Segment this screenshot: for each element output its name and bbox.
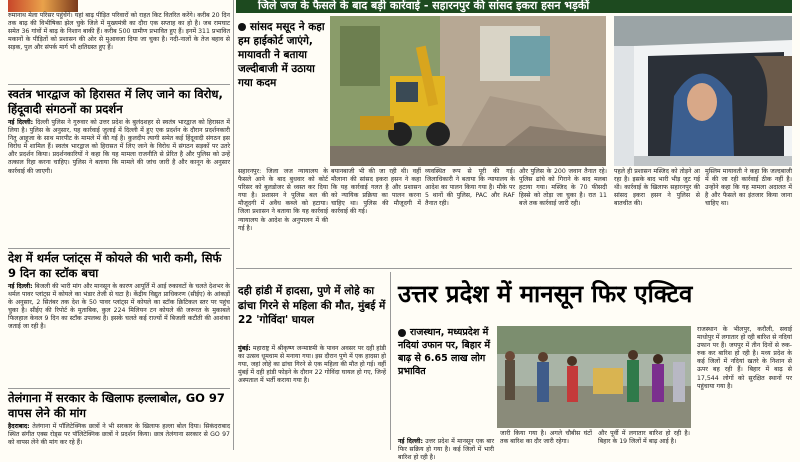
top-story-headline [238, 20, 328, 160]
story1-body [8, 119, 230, 247]
intro-photo [8, 0, 78, 12]
monsoon-body [398, 438, 494, 462]
monsoon-sub-text: राजस्थान, मध्यप्रदेश में नदियां उफान पर, बिहार में बाढ़ से 6.65 लाख लोग प्रभावित [398, 327, 491, 377]
monsoon-col3: और पूर्वी में लगातार बारिश हो रही है। बिहार के 19 जिलों में बाढ़ आई है। [598, 430, 690, 446]
car-photo-svg [614, 16, 792, 166]
top-story-headline-text: सांसद मसूद ने कहा हम हाईकोर्ट जाएंगे, मायावती ने बताया जल्दीबाजी में उठाया गया कदम [238, 21, 325, 89]
intro-text-top [115, 0, 230, 12]
bullet-icon [398, 329, 406, 337]
story1-headline: स्वतंत्र भारद्वाज को हिरासत में लिए जाने का विरोध, हिंदूवादी संगठनों का प्रदर्शन [8, 87, 223, 116]
story3-dateline: हैदराबाद: [8, 423, 30, 430]
top-col1: सहारनपुर: जिला जज न्यायालय के फैसले आने के बाद बुधवार को कोर्ट परिसर को बुलडोजर से ध्वस्त कर दिया गया है। प्रशासन ने पुलिस बल की मौजूदगी में अवैध कब्जे को हटाया। जिला प्रशासन ने बताया कि यह कार्रवाई न्यायालय के आदेश के अनुपालन में की गई है। [238, 168, 328, 232]
bulldozer-photo [330, 16, 606, 166]
story2-headline: देश में थर्मल प्लांट्स में कोयले की भारी कमी, सिर्फ 9 दिन का स्टॉक बचा [8, 251, 222, 280]
story2-dateline: नई दिल्ली: [8, 283, 33, 290]
bullet-icon [238, 23, 246, 31]
monsoon-col2: जारी किया गया है। अगले चौबीस घंटों तक बारिश का दौर जारी रहेगा। [500, 430, 592, 446]
monsoon-dateline: नई दिल्ली: [398, 438, 423, 445]
bulldozer-photo-svg [330, 16, 606, 166]
top-col6: मुस्लिम मायावती ने कहा कि जल्दबाजी में की जा रही कार्रवाई ठीक नहीं है। उन्होंने कहा कि यह मामला अदालत में है और फैसले का इंतजार किया जाना चाहिए था। [705, 168, 792, 208]
pune-headline: दही हांडी में हादसा, पुणे में लोहे का ढांचा गिरने से महिला की मौत, मुंबई में 22 'गोविंदा' घायल [238, 285, 386, 326]
story3-body [8, 423, 230, 450]
top-col2: बयानबाजी भी की जा रही थी। वहीं मौलाना की सांसद इकरा हसन ने कहा कि यह कार्रवाई गलत है और प्रशासन को न्यायिक प्रक्रिया का पालन करना चाहिए था। पुलिस की मौजूदगी में कार्रवाई की गई। [331, 168, 421, 216]
pune-text: महाराष्ट्र में श्रीकृष्ण जन्माष्टमी के पावन अवसर पर दही हांडी का उत्सव धूमधाम से मनाया गया। इस दौरान पुणे में एक हादसा हो गया, जहां लोहे का ढांचा गिरने से एक महिला की मौत हो गई। वहीं मुंबई में दही हांडी फोड़ने के दौरान 22 गोविंदा घायल हो गए, जिन्हें अस्पताल में भर्ती कराया गया है। [238, 345, 387, 385]
car-photo [614, 16, 792, 166]
top-banner-text: जिले जज के फैसले के बाद बड़ी कार्रवाई - सहारनपुर की सांसद इकरा हसन भड़कीं [258, 0, 590, 12]
top-col5: पहले ही प्रशासन मस्जिद को तोड़ने आ रहा है। इसके बाद भारी भीड़ जुट गई थी। कार्रवाई के खिलाफ सहारनपुर की सांसद इकरा हसन ने पुलिस से बातचीत की। [614, 168, 700, 208]
top-col4: और पुलिस के 200 जवान तैनात रहे। पुलिस ढांचे को गिराने के बाद मलबा हटाया गया। मस्जिद के 70 फीसदी हिस्से को तोड़ा जा चुका है। रात 11 बजे तक कार्रवाई जारी रही। [519, 168, 607, 208]
story2-text: बिजली की भारी मांग और मानसून के कारण आपूर्ति में आई रुकावटों के चलते देशभर के थर्मल पावर प्लांट्स में कोयले का भंडार तेजी से घटा है। केंद्रीय विद्युत प्राधिकरण (सीईए) के आंकड़ों के अनुसार, 2 सितंबर तक देश के 50 पावर प्लांट्स में कोयले का स्टॉक क्रिटिकल स्तर पर पहुंच चुका है। सीईए की रिपोर्ट के मुताबिक, कुल 224 मिलियन टन कोयले की जरूरत के मुकाबले फिलहाल केवल 9 दिन का स्टॉक उपलब्ध है। इसके चलते कई राज्यों में बिजली कटौती की आशंका जताई जा रही है। [8, 283, 231, 331]
story2-body [8, 283, 230, 387]
pune-dateline: मुंबई: [238, 345, 251, 352]
monsoon-subheadline [398, 326, 494, 432]
story1-text: दिल्ली पुलिस ने गुरुवार को उत्तर प्रदेश के बुलंदशहर से स्वतंत्र भारद्वाज को हिरासत में लिया है। पुलिस के अनुसार, यह कार्रवाई जुलाई में दिल्ली में हुए एक प्रदर्शन के दौरान प्रदर्शनकारी नितु आहूजा के साथ मारपीट के मामले में की गई है। कुलदीप त्यागी समेत कई हिंदूवादी संगठन इस विरोध में शामिल हैं। स्वतंत्र भारद्वाज को हिरासत में लिए जाने के विरोध में संगठन सड़कों पर उतरे और प्रदर्शन किया। प्रदर्शनकारियों ने कहा कि यह मामला राजनीति से प्रेरित है और पुलिस को उन्हें तत्काल रिहा करना चाहिए। पुलिस ने बताया कि मामले की जांच जारी है और कानून के अनुसार कार्रवाई की जाएगी। [8, 119, 231, 175]
top-banner [236, 0, 792, 13]
top-col3: व्यवस्थित रूप से पूरी की गई। जिलाधिकारी ने बताया कि न्यायालय के आदेश का पालन किया गया है। मौके पर 5 थानों की पुलिस, PAC और RAF तैनात रही। [425, 168, 515, 208]
monsoon-headline: उत्तर प्रदेश में मानसून फिर एक्टिव [398, 280, 693, 308]
story1-dateline: नई दिल्ली: [8, 119, 34, 126]
pune-body [238, 345, 386, 450]
story3-headline: तेलंगाना में सरकार के खिलाफ हल्लाबोल, GO 97 वापस लेने की मांग [8, 391, 225, 420]
monsoon-text: उत्तर प्रदेश में मानसून एक बार फिर सक्रिय हो गया है। कई जिलों में भारी बारिश हो रही है। [398, 438, 494, 462]
flood-photo [497, 326, 691, 428]
flood-photo-svg [497, 326, 691, 428]
intro-text: रुमानाथ मेला परिसर पहुंचेंगे। यहां बाढ़ पीड़ित परिवारों को राहत किट वितरित करेंगे। करीब 20 दिन तक बाढ़ की विभीषिका झेल चुके जिले में मुख्यमंत्री का दौरा एक सप्ताह का हो है। जब रामघाट समेत 36 गांवों में बाढ़ के निशान बाकी हैं। करीब 500 ग्रामीण प्रभावित हुए हैं। इनमें 311 प्रभावित मकानों के पीड़ितों को प्रशासन की ओर से मुआवजा दिया जा चुका है। नदी-नालों के तेज बहाव से सड़क, पुल और संपर्क मार्ग भी क्षतिग्रस्त हुए हैं। [8, 12, 230, 52]
story3-text: तेलंगाना में पॉलिटेक्निक छात्रों ने भी सरकार के खिलाफ हल्ला बोल दिया। सिकंदराबाद स्थित संगीत एक्स रोड्स पर पॉलिटेक्निक छात्रों ने प्रदर्शन किया। छात्र तेलंगाना सरकार से GO 97 को वापस लेने की मांग कर रहे हैं। [8, 423, 230, 447]
monsoon-right-col: राजस्थान के भीलपुर, करौली, सवाई माधोपुर में लगातार हो रही बारिश से नदियां उफान पर हैं। जयपुर में तीन दिनों से रुक-रुक कर बारिश हो रही है। मध्य प्रदेश के कई जिलों में नदियां खतरे के निशान से ऊपर बह रही हैं। बिहार में बाढ़ से 17,544 लोगों को सुरक्षित स्थानों पर पहुंचाया गया है। [697, 326, 792, 390]
